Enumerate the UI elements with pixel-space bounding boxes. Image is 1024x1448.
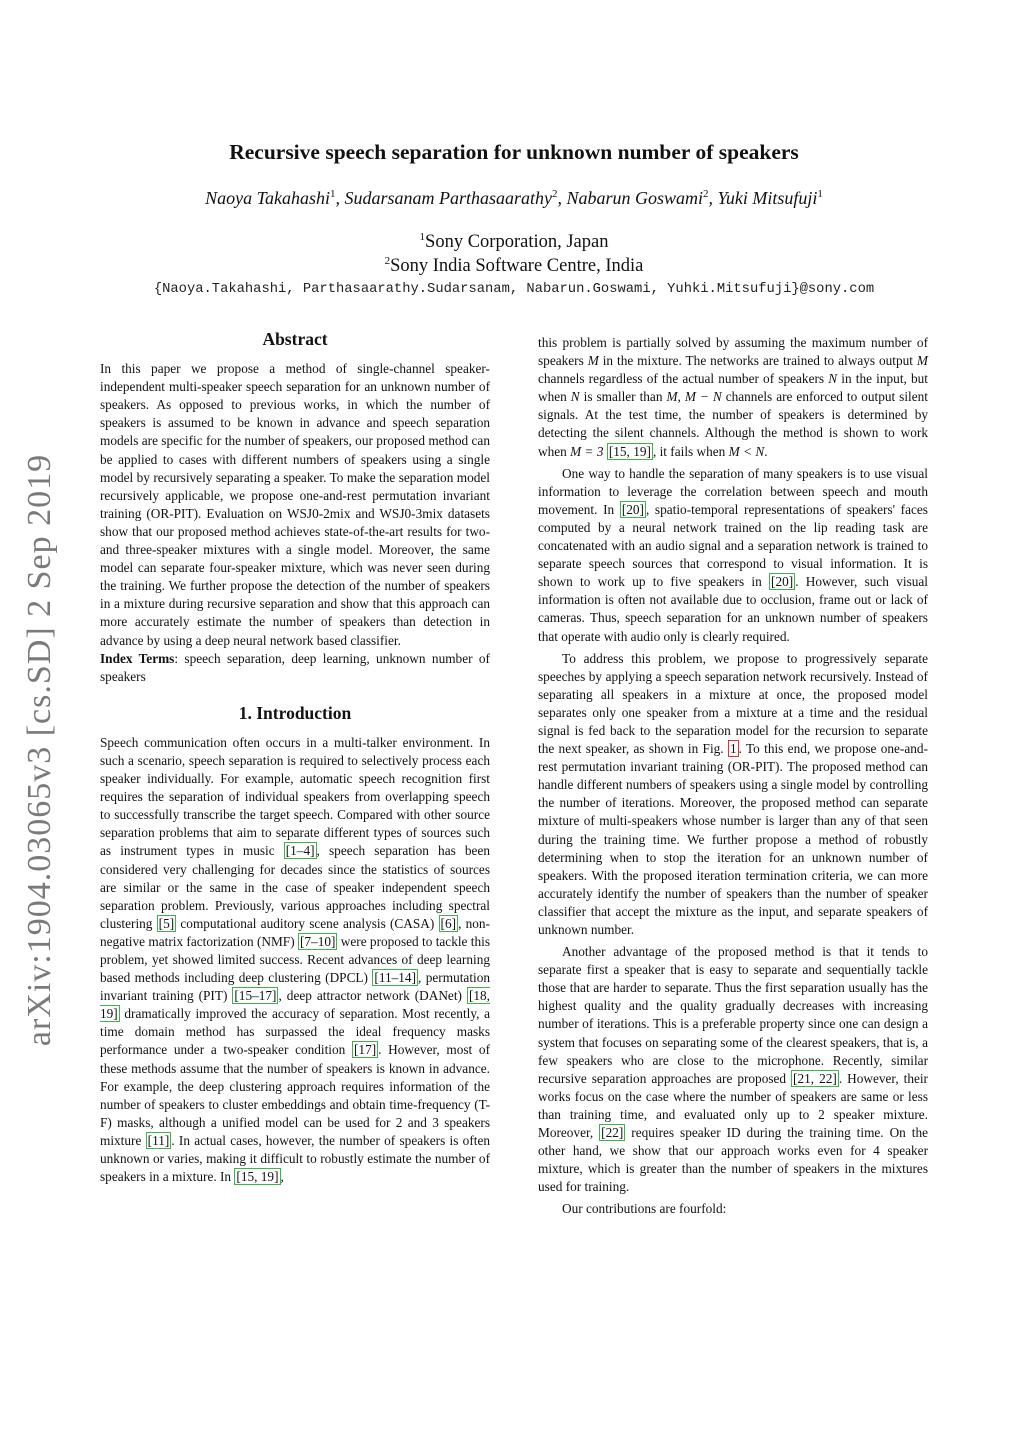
citation-link[interactable]: [22] [601, 1125, 624, 1141]
text-run: computational auditory scene analysis (CASA) [176, 915, 439, 931]
citation-link[interactable]: [11–14] [374, 970, 417, 986]
affiliation-1 [100, 231, 928, 253]
text-run: dramatically improved the accuracy of separation. Most recently, a time domain method has surpassed the ideal frequency masks performance under a two-speaker condition [100, 1006, 490, 1058]
text-run: in the input, but when [538, 371, 928, 405]
text-run: . However, most of these methods assume that the number of speakers is known in advance. For example, the deep clustering approach requires information of the number of speakers to cluster embeddings and obtain time-frequency (T-F) masks, although a unified model can be used for 2 and 3 speakers mixture [100, 1042, 490, 1148]
affiliation-name: Sony Corporation, Japan [425, 232, 609, 253]
author-name: Sudarsanam Parthasaarathy [344, 188, 552, 208]
math-expression: M = 3 [570, 443, 604, 459]
citation-link[interactable]: [15, 19] [236, 1169, 279, 1185]
text-run: channels regardless of the actual number of speakers [538, 371, 829, 387]
citation-link[interactable]: [18, 19] [100, 988, 490, 1022]
author-sep: , [557, 188, 567, 208]
intro-paragraph-1 [100, 734, 490, 1186]
math-symbol: M [666, 389, 678, 405]
text-run: One way to handle the separation of many speakers is to use visual information to leverage the correlation between speech and mouth movement. In [538, 465, 928, 517]
intro-paragraph-4 [538, 943, 928, 1196]
citation-link[interactable]: [20] [771, 574, 794, 590]
author-affil-mark: 1 [817, 188, 823, 200]
text-run: , permutation invariant training (PIT) [100, 970, 490, 1004]
author-list [100, 188, 928, 209]
paper-title: Recursive speech separation for unknown number of speakers [229, 140, 799, 164]
citation-link[interactable]: [5] [158, 915, 175, 931]
text-run: Another advantage of the proposed method is that it tends to separate first a speaker that is easy to separate and sequentially tackle those that are harder to separate. Thus the first separation usually has the highest quality and the quality gradually decreases with increasing number of iterations. This is a preferable property since one can design a system that focuses on separating some of the clearest speakers, that is, a few speakers who are close to the microphone. Recently, similar recursive separation approaches are proposed [538, 944, 928, 1086]
author-name: Naoya Takahashi [205, 188, 330, 208]
index-terms-label: Index Terms [100, 650, 175, 666]
author-affil-mark: 1 [329, 188, 336, 200]
text-run: this problem is partially solved by assuming the maximum number of speakers [538, 335, 928, 369]
author-emails: {Naoya.Takahashi, Parthasaarathy.Sudarsanam, Nabarun.Goswami, Yuhki.Mitsufuji}@sony.com [153, 282, 875, 297]
intro-paragraph-1-continued [538, 334, 928, 461]
right-column [538, 334, 928, 1219]
text-run: . However, their works focus on the case where the number of speakers are same or less than training time, and evaluated only up to 2 speaker mixture. Moreover, [538, 1070, 928, 1141]
intro-paragraph-3 [538, 650, 928, 940]
text-run: , non-negative matrix factorization (NMF) [100, 915, 490, 949]
text-run: , deep attractor network (DANet) [278, 988, 467, 1004]
text-run: Speech communication often occurs in a multi-talker environment. In such a scenario, speech separation is required to selectively process each speaker individually. For example, automatic speech recognition first requires the separation of individual speakers from overlapping speech to successfully transcribe the target speech. Compared with other source separation problems that aim to separate different types of sources such as instrument types in music [100, 734, 490, 859]
citation-link[interactable]: [15–17] [234, 988, 277, 1004]
text-run: . To this end, we propose one-and-rest permutation invariant training (OR-PIT). The proposed method can handle different numbers of speakers using a single model by controlling the number of iterations. Moreover, the proposed method can separate mixture of multi-speakers whose number is larger than any of that seen during the training time. We further propose a method of robustly determining when to stop the iteration for an unknown number of speakers. With the proposed iteration termination criteria, we can more accurately identify the number of speakers than the number of speaker classifier that accept the mixture as the input, and separate speakers of unknown number. [538, 741, 928, 937]
arxiv-identifier [14, 453, 66, 1047]
abstract-text: In this paper we propose a method of single-channel speaker-independent multi-speaker speech separation for an unknown number of speakers. As opposed to previous works, in which the number of speakers is assumed to be known in advance and speech separation models are specific for the number of speakers, our proposed method can be applied to cases with different numbers of speakers using a single model by recursively separating a speaker. To make the separation model recursively applicable, we propose one-and-rest permutation invariant training (OR-PIT). Evaluation on WSJ0-2mix and WSJ0-3mix datasets show that our proposed method achieves state-of-the-art results for two- and three-speaker mixtures with a single model. Moreover, the same model can separate four-speaker mixture, which was never seen during the training. We further propose the detection of the number of speakers in a mixture during recursive separation and show that this approach can more accurately estimate the number of speakers than detection in advance by using a deep neural network based classifier. [100, 361, 490, 648]
math-symbol: N [828, 371, 838, 387]
math-expression: M < N [728, 443, 765, 459]
text-run: , spatio-temporal representations of speakers' faces computed by a neural network trained on the lip reading task are concatenated with an audio signal and a separation network is trained to separate speech sources that correspond to visual information. It is shown to work up to five speakers in [538, 501, 928, 590]
math-symbol: M [587, 353, 599, 369]
math-symbol: N [570, 389, 580, 405]
math-symbol: M [916, 353, 928, 369]
author-affil-mark: 2 [551, 188, 558, 200]
citation-link[interactable]: [15, 19] [608, 443, 651, 459]
citation-link[interactable]: [21, 22] [793, 1070, 837, 1086]
text-run: . In actual cases, however, the number of speakers is often unknown or varies, making it difficult to robustly estimate the number of speakers in a mixture. In [100, 1132, 491, 1185]
intro-paragraph-2 [538, 465, 928, 646]
text-run: , it fails when [652, 443, 729, 459]
text-run: in the mixture. The networks are trained to always output [598, 353, 917, 369]
author-name: Yuki Mitsufuji [717, 188, 818, 208]
citation-link[interactable]: [11] [147, 1132, 170, 1148]
intro-paragraph-5: Our contributions are fourfold: [562, 1201, 727, 1217]
author-sep: , [335, 188, 345, 208]
text-run: . [764, 443, 768, 459]
citation-link[interactable]: [20] [621, 501, 644, 517]
citation-link[interactable]: [1–4] [285, 843, 315, 859]
citation-link[interactable]: [17] [354, 1042, 377, 1058]
text-run: To address this problem, we propose to progressively separate speeches by applying a speech separation network recursively. Instead of separating all speakers in a mixture at once, the proposed model separates only one speaker from a mixture at a time and the residual signal is fed back to the separation model for the recursion to separate the next speaker, as shown in Fig. [538, 650, 928, 757]
text-run: were proposed to tackle this problem, yet showed limited success. Recent advances of deep learning based methods including deep clustering (DPCL) [100, 933, 490, 986]
text-run: requires speaker ID during the training time. On the other hand, we show that our approach works even for 4 speaker mixture, which is greater than the number of speakers in the mixtures used for training. [538, 1125, 929, 1195]
author-name: Nabarun Goswami [566, 188, 704, 208]
figure-link[interactable]: 1 [729, 741, 737, 757]
arxiv-id-text: arXiv:1904.03065v3 [cs.SD] 2 Sep 2019 [21, 453, 59, 1047]
text-run: , [280, 1169, 284, 1185]
left-column [100, 330, 490, 1186]
index-terms [100, 650, 490, 686]
index-terms-text: : speech separation, deep learning, unknown number of speakers [100, 650, 490, 684]
abstract-heading: Abstract [262, 329, 328, 349]
introduction-heading: 1. Introduction [238, 702, 352, 723]
citation-link[interactable]: [6] [440, 915, 457, 931]
text-run: . However, such visual information is often not available due to occlusion, frame out or lack of cameras. Thus, speech separation for an unknown number of speakers that operate with audio only is clearly required. [538, 574, 928, 644]
affiliation-2 [100, 255, 928, 277]
text-run: is smaller than [579, 389, 667, 405]
affiliation-name: Sony India Software Centre, India [390, 256, 644, 277]
citation-link[interactable]: [7–10] [299, 933, 336, 949]
affiliation-mark: 2 [384, 255, 391, 267]
author-sep: , [708, 188, 718, 208]
affiliation-mark: 1 [419, 231, 426, 243]
math-expression: M − N [684, 389, 722, 405]
text-run: , speech separation has been considered very challenging for decades since the statistics of sources are similar or the same in the case of speaker independent speech separation problem. Previously, various approaches including spectral clustering [100, 843, 490, 931]
text-run: , [677, 389, 685, 405]
text-run: channels are enforced to output silent signals. At the test time, the number of speakers is determined by detecting the silent channels. Although the method is shown to work when [538, 389, 928, 459]
author-affil-mark: 2 [703, 188, 709, 200]
